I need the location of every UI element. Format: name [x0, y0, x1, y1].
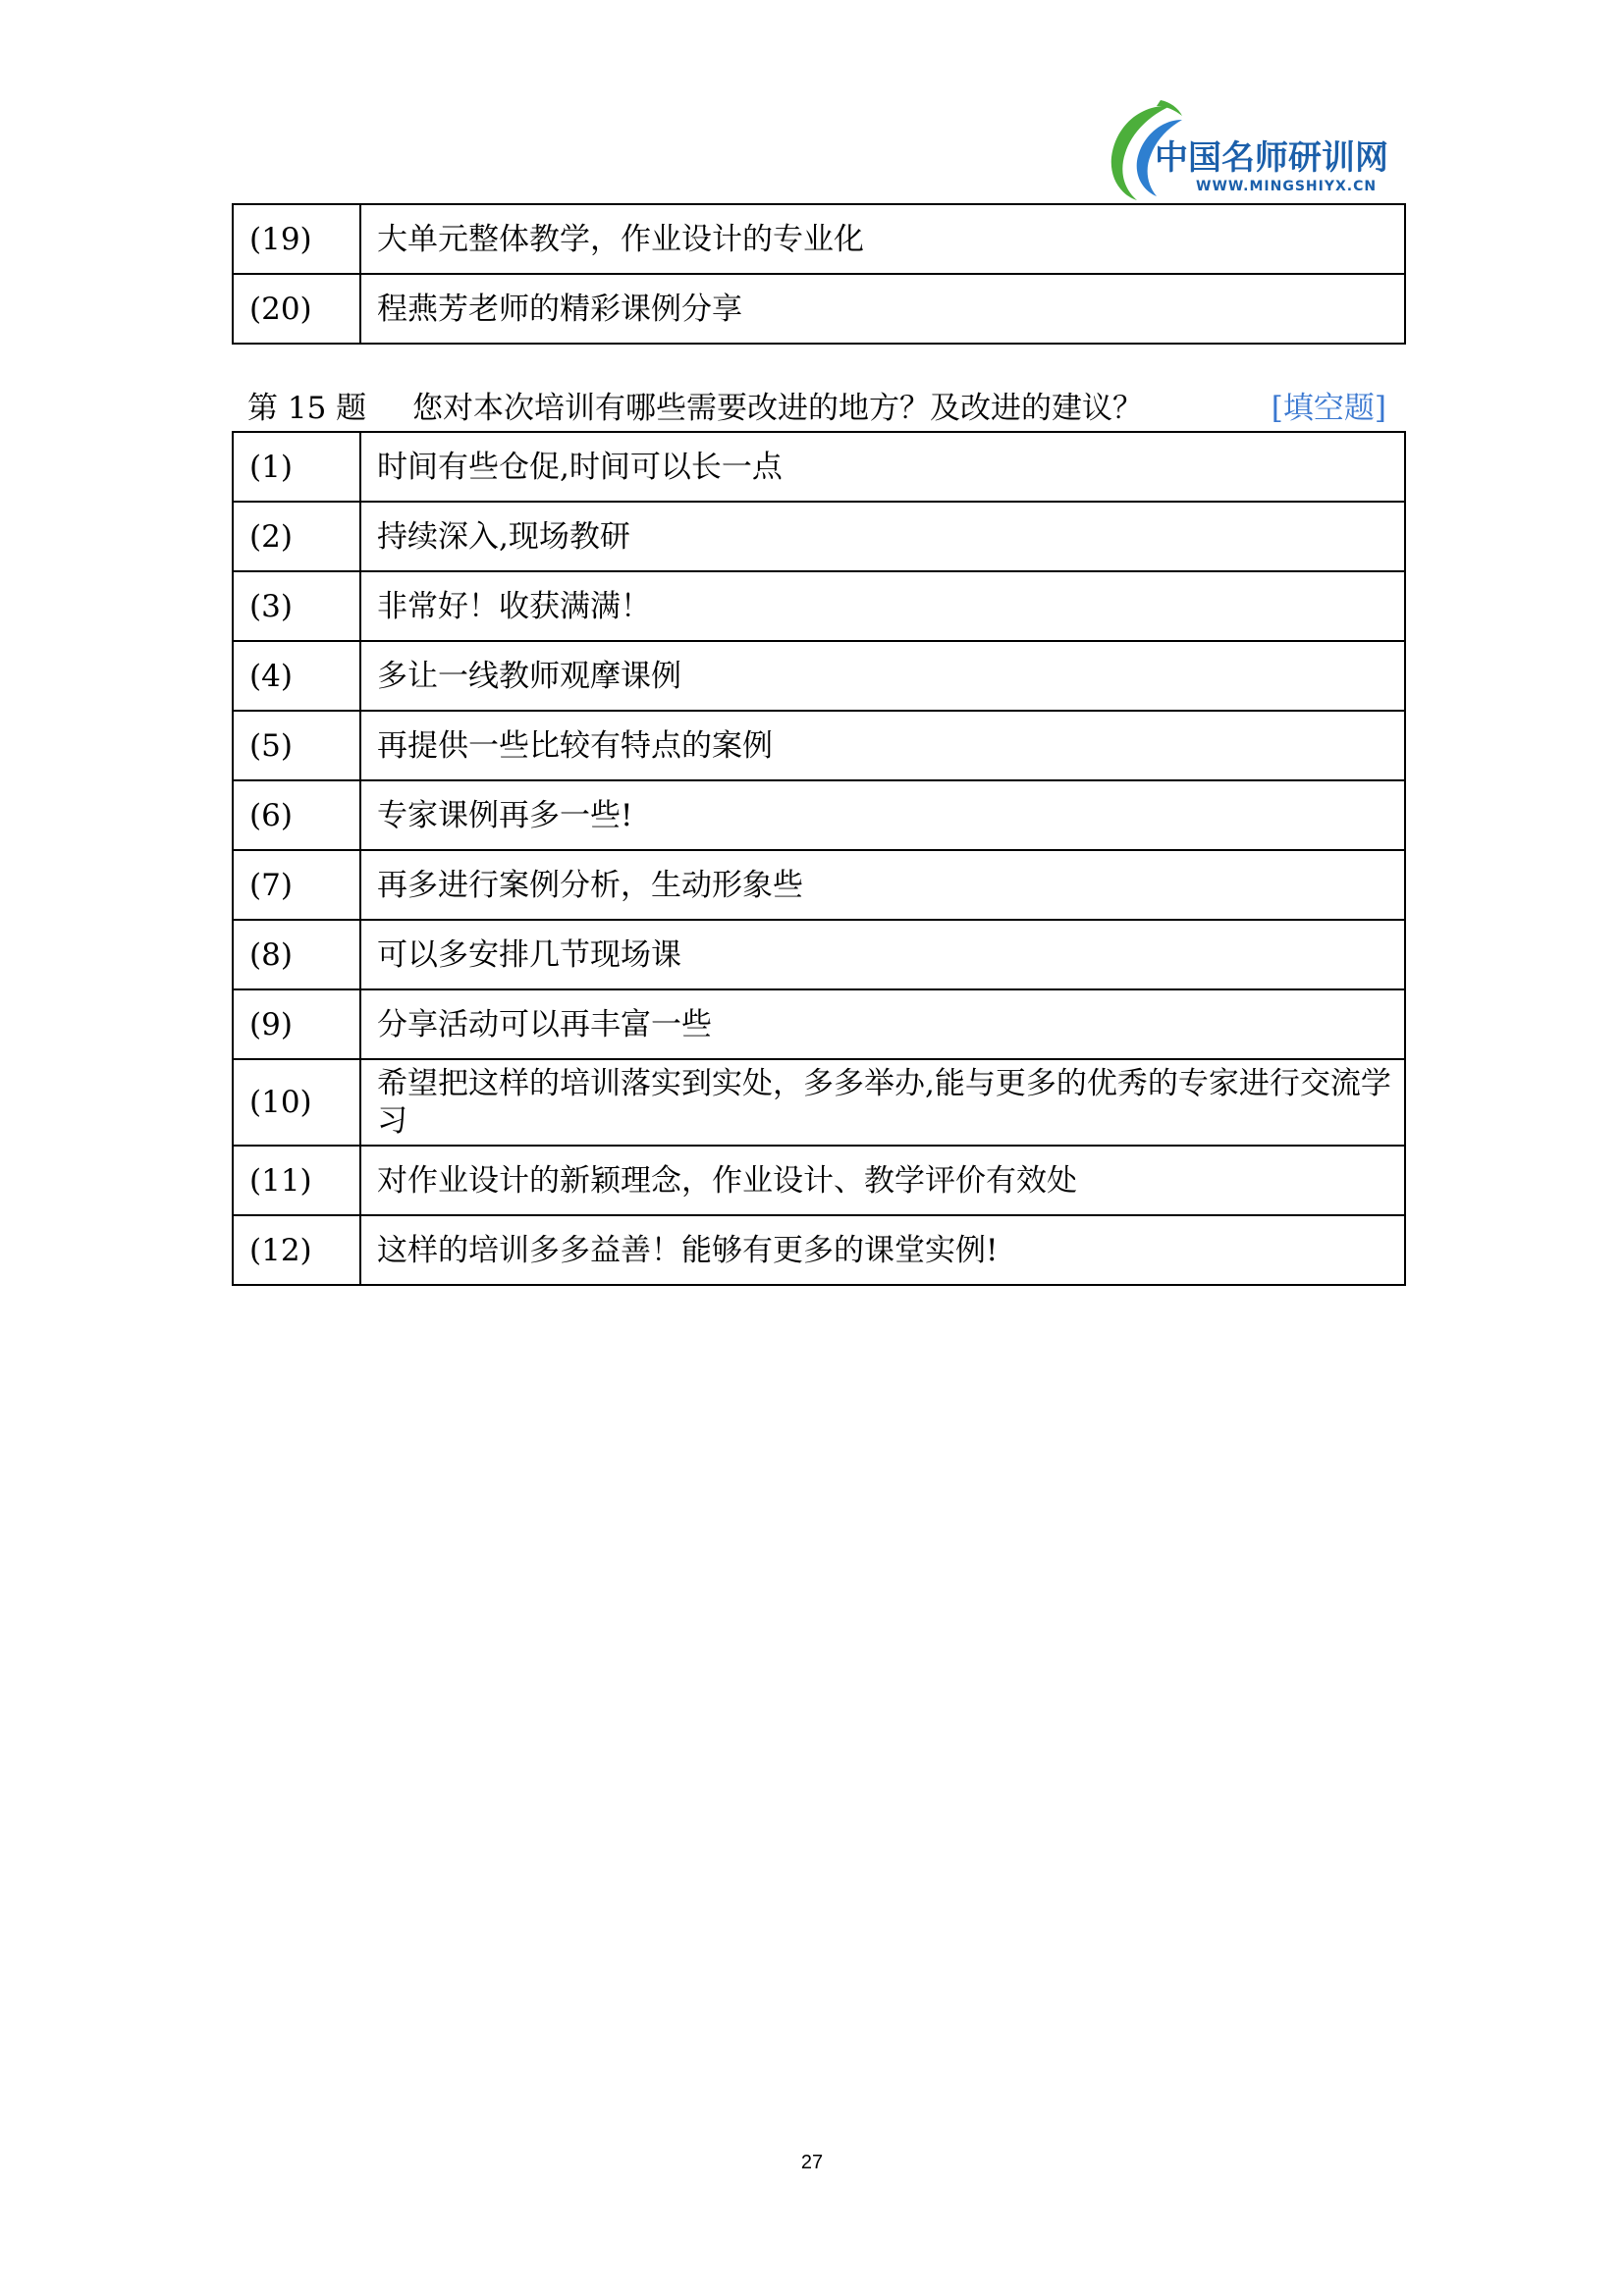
row-text: 再提供一些比较有特点的案例 — [360, 711, 1405, 780]
row-text: 再多进行案例分析，生动形象些 — [360, 850, 1405, 920]
row-number: (11) — [233, 1146, 360, 1215]
table-row — [233, 274, 1405, 344]
row-number: (10) — [233, 1059, 360, 1146]
previous-answers-table — [232, 203, 1406, 345]
row-number: (12) — [233, 1215, 360, 1285]
row-number: (5) — [233, 711, 360, 780]
row-number: (2) — [233, 502, 360, 571]
page-number: 27 — [800, 2152, 824, 2173]
table-row — [233, 571, 1405, 641]
logo-url: WWW.MINGSHIYX.CN — [1196, 179, 1378, 194]
table-row — [233, 1059, 1405, 1146]
question-number: 第 15 题 — [247, 391, 367, 426]
table-row — [233, 502, 1405, 571]
table-row — [233, 1215, 1405, 1285]
row-text: 多让一线教师观摩课例 — [360, 641, 1405, 711]
row-number: (4) — [233, 641, 360, 711]
table-row — [233, 711, 1405, 780]
table-row — [233, 780, 1405, 850]
row-text: 程燕芳老师的精彩课例分享 — [360, 274, 1405, 344]
table-row — [233, 989, 1405, 1059]
table-row — [233, 641, 1405, 711]
table-row — [233, 1146, 1405, 1215]
row-text: 分享活动可以再丰富一些 — [360, 989, 1405, 1059]
table-row — [233, 850, 1405, 920]
row-text: 大单元整体教学，作业设计的专业化 — [360, 204, 1405, 274]
row-text: 时间有些仓促,时间可以长一点 — [360, 432, 1405, 502]
table-row — [233, 204, 1405, 274]
row-number: (9) — [233, 989, 360, 1059]
logo-name: 中国名师研训网 — [1155, 138, 1388, 178]
row-text: 专家课例再多一些! — [360, 780, 1405, 850]
table-row — [233, 920, 1405, 989]
question-type: [填空题] — [1271, 391, 1386, 426]
row-text: 这样的培训多多益善！能够有更多的课堂实例! — [360, 1215, 1405, 1285]
row-number: (6) — [233, 780, 360, 850]
row-text: 持续深入,现场教研 — [360, 502, 1405, 571]
row-text: 非常好！收获满满！ — [360, 571, 1405, 641]
question-heading — [247, 389, 1386, 428]
table-row — [233, 432, 1405, 502]
row-text: 对作业设计的新颖理念，作业设计、教学评价有效处 — [360, 1146, 1405, 1215]
row-text: 可以多安排几节现场课 — [360, 920, 1405, 989]
row-number: (19) — [233, 204, 360, 274]
row-text: 希望把这样的培训落实到实处，多多举办,能与更多的优秀的专家进行交流学习 — [360, 1059, 1405, 1146]
q15-answers-table — [232, 431, 1406, 1286]
row-number: (7) — [233, 850, 360, 920]
row-number: (20) — [233, 274, 360, 344]
row-number: (1) — [233, 432, 360, 502]
site-logo — [1102, 98, 1406, 206]
row-number: (3) — [233, 571, 360, 641]
question-text: 您对本次培训有哪些需要改进的地方？及改进的建议？ — [412, 391, 1143, 426]
row-number: (8) — [233, 920, 360, 989]
